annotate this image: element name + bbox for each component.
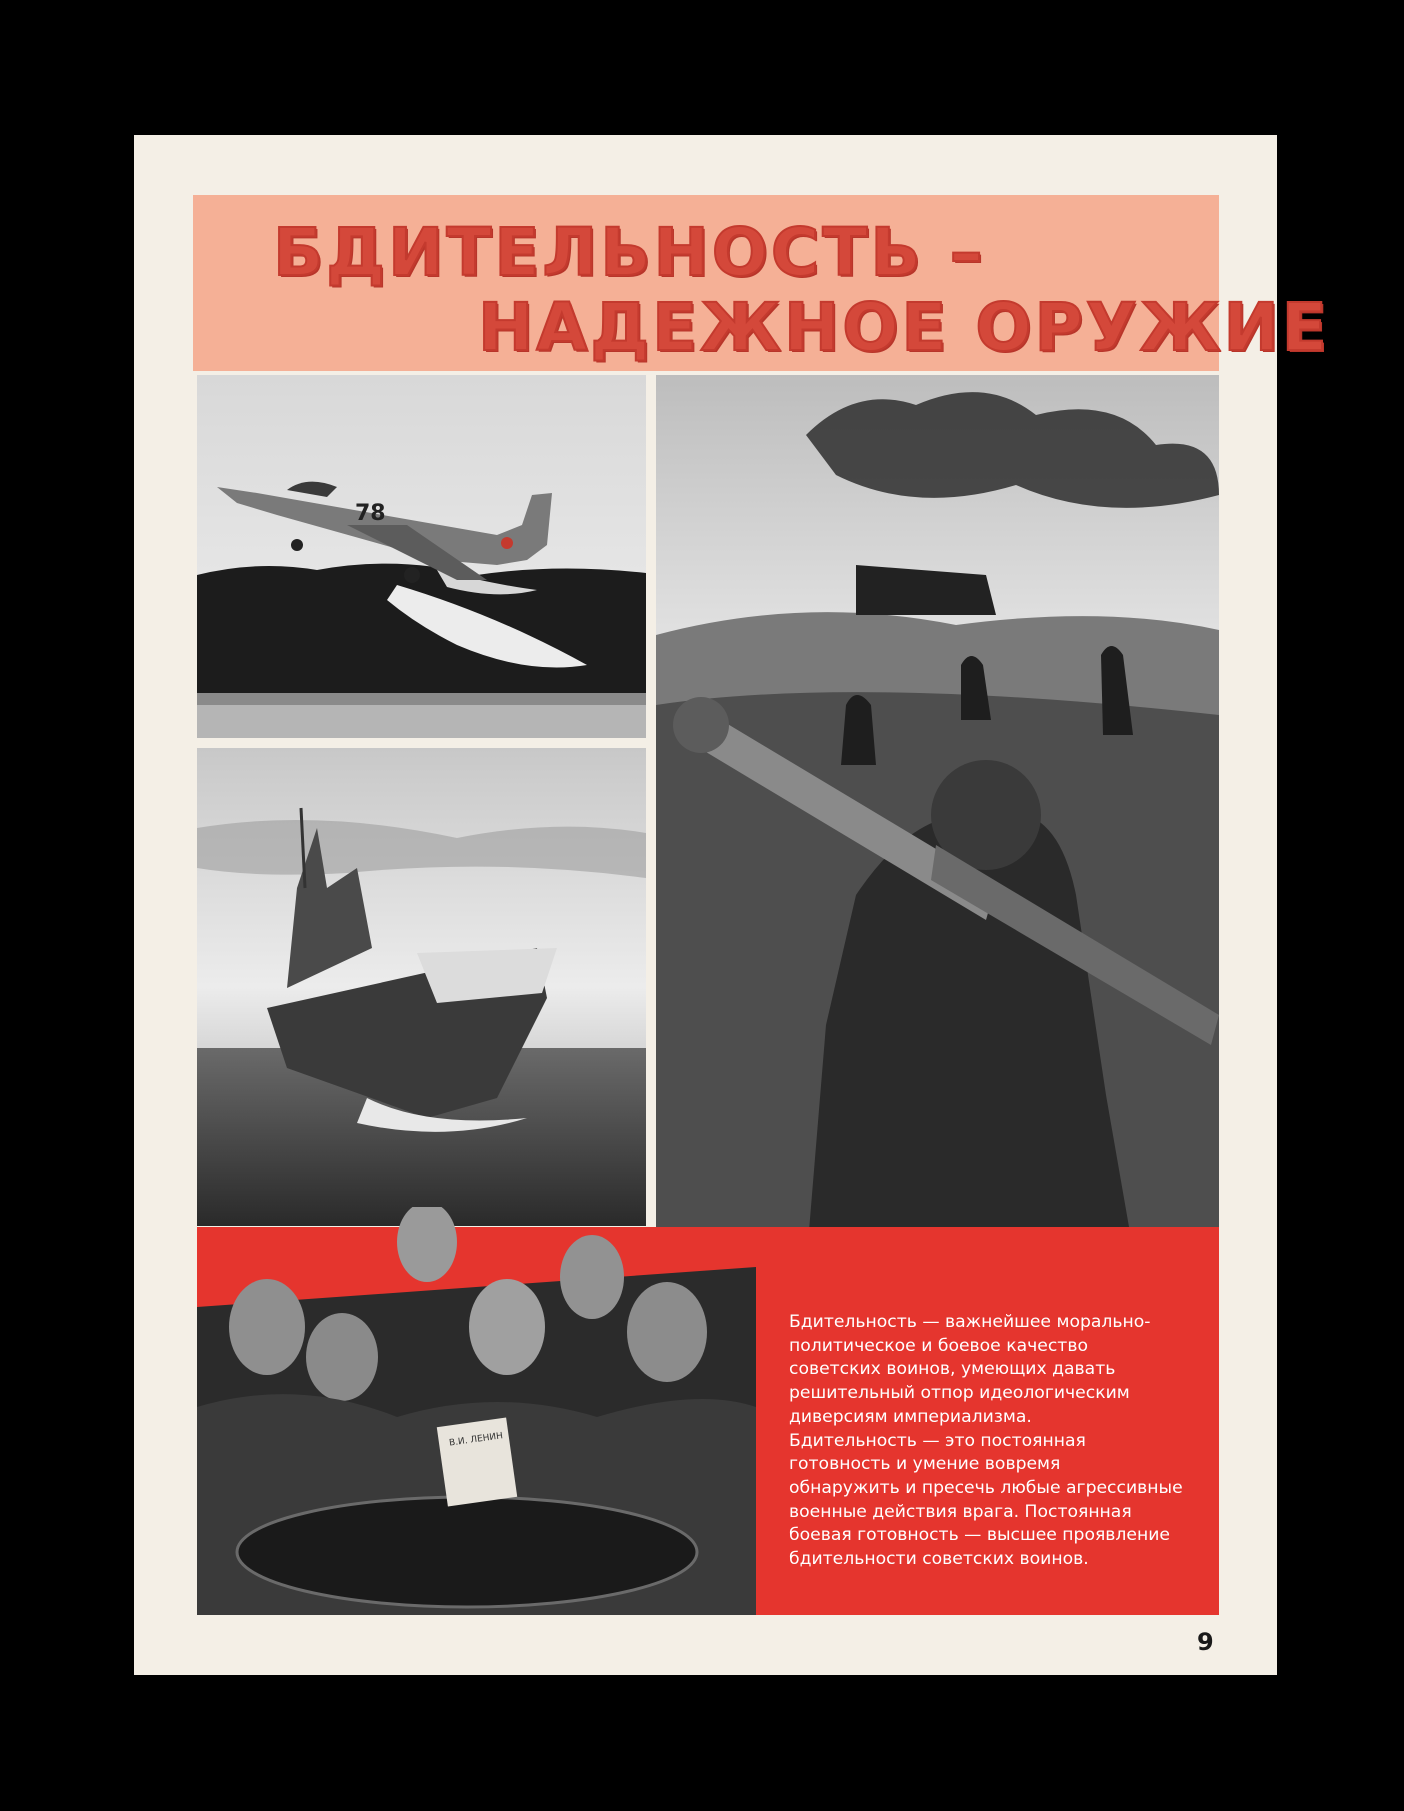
caption-text: Бдительность — важнейшее морально- политическое и боевое качество советских воинов, умеющих давать решительный отпор идеологическим диверсиям империализма. Бдительность — это постоянная готовность и умение вовремя обнаружить и пресечь любые агрессивные военные действия врага. Постоянная боевая готовность — высшее проявление бдительности советских воинов. [789, 1312, 1183, 1570]
caption-box [771, 1281, 1219, 1615]
aircraft-carrier-photo [197, 748, 646, 1226]
jet-photo [197, 375, 646, 738]
magazine-page [134, 135, 1330, 1675]
book [437, 1418, 517, 1507]
title-band [193, 195, 1330, 371]
table [237, 1497, 697, 1607]
battlefield-photo [656, 375, 1219, 1267]
headline-line-2: НАДЕЖНОЕ ОРУЖИЕ [478, 289, 1330, 366]
headline-line-1: БДИТЕЛЬНОСТЬ – [273, 214, 986, 291]
page-number: 9 [1197, 1628, 1214, 1656]
jet-tail-number: 78 [355, 501, 386, 526]
soldiers-reading-photo [197, 1207, 756, 1615]
book-cover-text: В.И. ЛЕНИН [448, 1431, 504, 1449]
